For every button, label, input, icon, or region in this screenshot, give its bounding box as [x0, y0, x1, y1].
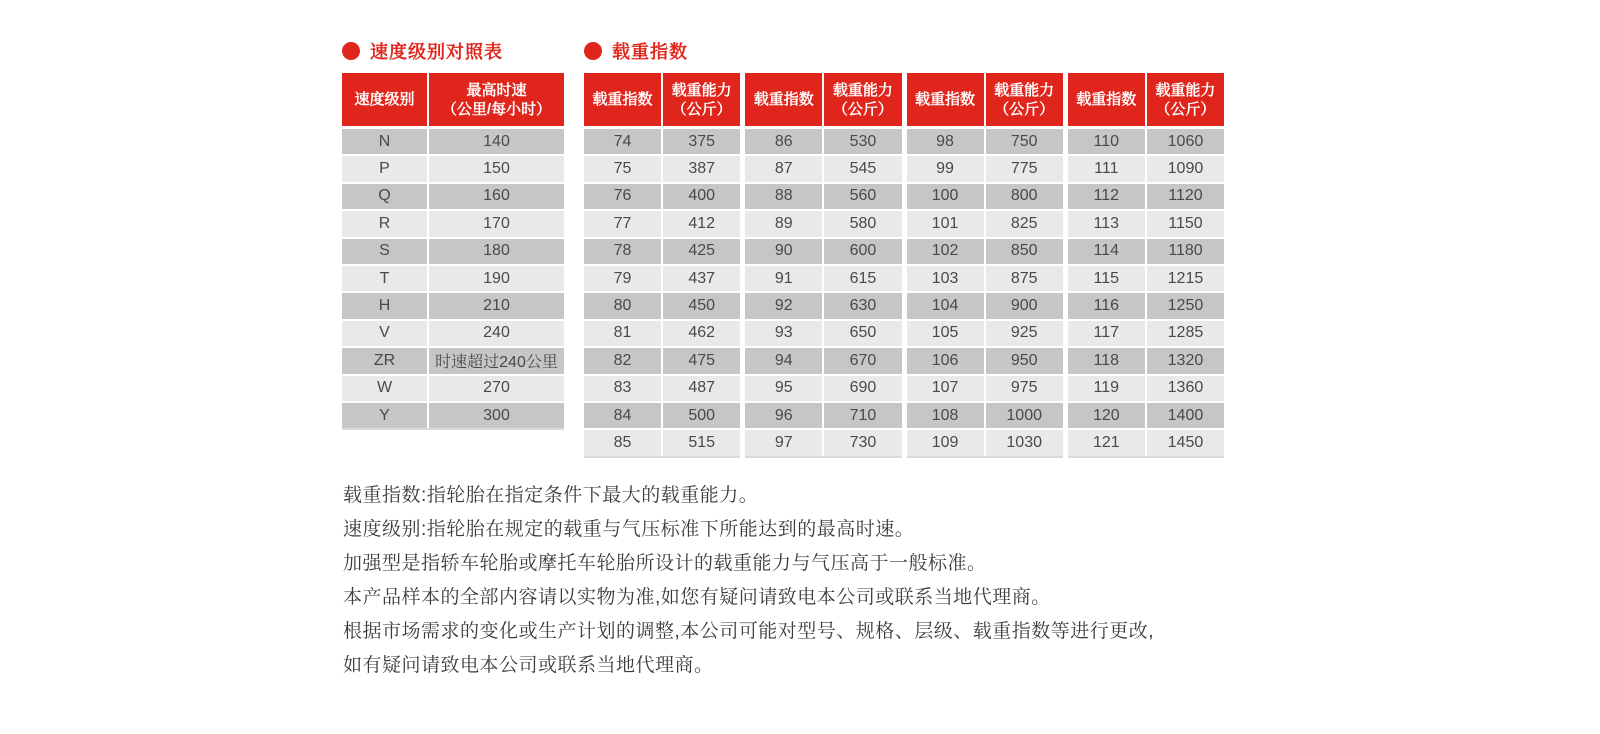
- table-row: [1068, 403, 1224, 428]
- load-index-header: [745, 73, 822, 126]
- table-row: [342, 321, 564, 346]
- table-row: [907, 376, 1063, 401]
- speed-level-cell: T: [342, 266, 427, 291]
- load-index-cell: 82: [584, 348, 661, 373]
- table-row: [584, 239, 740, 264]
- header-label: 速度级别: [354, 91, 415, 108]
- speed-level-cell: Y: [342, 403, 427, 428]
- load-capacity-cell: 1215: [1147, 266, 1224, 291]
- load-index-cell: 79: [584, 266, 661, 291]
- load-capacity-cell: 425: [663, 239, 740, 264]
- max-speed-cell: 150: [429, 156, 564, 181]
- load-capacity-cell: 775: [986, 156, 1063, 181]
- load-table-group-3: [907, 73, 1063, 458]
- load-capacity-cell: 462: [663, 321, 740, 346]
- load-capacity-cell: 690: [824, 376, 901, 401]
- load-index-cell: 115: [1068, 266, 1145, 291]
- load-index-cell: 80: [584, 293, 661, 318]
- table-row: [745, 239, 901, 264]
- table-row: [342, 403, 564, 428]
- load-table-body: [584, 126, 740, 458]
- table-row: [907, 184, 1063, 209]
- load-capacity-cell: 600: [824, 239, 901, 264]
- header-label: （公斤）: [1155, 100, 1216, 118]
- table-row: [584, 211, 740, 236]
- load-index-cell: 100: [907, 184, 984, 209]
- table-row: [1068, 239, 1224, 264]
- load-capacity-cell: 630: [824, 293, 901, 318]
- header-label: 载重能力: [1155, 81, 1216, 99]
- table-row: [342, 156, 564, 181]
- load-index-cell: 83: [584, 376, 661, 401]
- table-row: [584, 129, 740, 154]
- load-index-cell: 121: [1068, 430, 1145, 455]
- load-index-cell: 88: [745, 184, 822, 209]
- load-capacity-cell: 850: [986, 239, 1063, 264]
- load-index-cell: 104: [907, 293, 984, 318]
- header-label: 载重指数: [753, 91, 814, 108]
- load-capacity-cell: 1060: [1147, 129, 1224, 154]
- speed-level-cell: P: [342, 156, 427, 181]
- load-capacity-cell: 875: [986, 266, 1063, 291]
- speed-table-header-level: [342, 73, 427, 126]
- header-label: 载重指数: [1076, 91, 1137, 108]
- table-row: [745, 184, 901, 209]
- table-row: [584, 266, 740, 291]
- table-row: [1068, 211, 1224, 236]
- speed-level-cell: W: [342, 376, 427, 401]
- load-capacity-cell: 1400: [1147, 403, 1224, 428]
- speed-level-cell: V: [342, 321, 427, 346]
- max-speed-cell: 170: [429, 211, 564, 236]
- table-row: [342, 211, 564, 236]
- load-capacity-cell: 500: [663, 403, 740, 428]
- load-index-cell: 110: [1068, 129, 1145, 154]
- load-index-cell: 97: [745, 430, 822, 455]
- load-index-header: [584, 73, 661, 126]
- max-speed-cell: 240: [429, 321, 564, 346]
- load-capacity-cell: 1090: [1147, 156, 1224, 181]
- load-capacity-header: [824, 73, 901, 126]
- load-capacity-cell: 375: [663, 129, 740, 154]
- load-capacity-cell: 670: [824, 348, 901, 373]
- table-row: [584, 348, 740, 373]
- header-label: 载重能力: [832, 81, 893, 99]
- speed-table-title: 速度级别对照表: [370, 42, 503, 62]
- header-label: 载重指数: [915, 91, 976, 108]
- load-index-header: [907, 73, 984, 126]
- load-capacity-cell: 615: [824, 266, 901, 291]
- load-index-cell: 108: [907, 403, 984, 428]
- load-capacity-cell: 515: [663, 430, 740, 455]
- table-row: [584, 184, 740, 209]
- load-capacity-cell: 1320: [1147, 348, 1224, 373]
- speed-level-cell: Q: [342, 184, 427, 209]
- load-table-title-row: [584, 40, 1224, 62]
- load-index-cell: 81: [584, 321, 661, 346]
- table-row: [584, 321, 740, 346]
- load-capacity-cell: 900: [986, 293, 1063, 318]
- note-line: 本产品样本的全部内容请以实物为准,如您有疑问请致电本公司或联系当地代理商。: [343, 587, 1051, 608]
- load-capacity-header: [1147, 73, 1224, 126]
- table-row: [584, 293, 740, 318]
- table-row: [907, 321, 1063, 346]
- note-line: 根据市场需求的变化或生产计划的调整,本公司可能对型号、规格、层级、载重指数等进行更改,: [343, 621, 1155, 642]
- max-speed-cell: 时速超过240公里: [429, 348, 564, 373]
- load-capacity-cell: 1120: [1147, 184, 1224, 209]
- table-row: [907, 403, 1063, 428]
- table-row: [1068, 321, 1224, 346]
- table-row: [342, 266, 564, 291]
- header-label: 载重能力: [671, 81, 732, 99]
- load-table-groups: [584, 73, 1224, 458]
- load-index-cell: 74: [584, 129, 661, 154]
- load-capacity-cell: 487: [663, 376, 740, 401]
- load-index-cell: 95: [745, 376, 822, 401]
- load-capacity-cell: 710: [824, 403, 901, 428]
- table-row: [1068, 156, 1224, 181]
- max-speed-cell: 300: [429, 403, 564, 428]
- table-row: [907, 156, 1063, 181]
- header-label: （公里/每小时）: [441, 100, 552, 118]
- load-capacity-cell: 950: [986, 348, 1063, 373]
- table-row: [745, 266, 901, 291]
- load-capacity-header: [663, 73, 740, 126]
- table-row: [342, 293, 564, 318]
- load-capacity-cell: 580: [824, 211, 901, 236]
- load-capacity-cell: 730: [824, 430, 901, 455]
- table-row: [745, 129, 901, 154]
- load-capacity-cell: 450: [663, 293, 740, 318]
- load-index-cell: 75: [584, 156, 661, 181]
- load-capacity-cell: 475: [663, 348, 740, 373]
- load-index-cell: 103: [907, 266, 984, 291]
- table-row: [342, 184, 564, 209]
- load-index-cell: 90: [745, 239, 822, 264]
- speed-table-header: [342, 73, 564, 126]
- speed-table-section: [342, 40, 564, 430]
- load-table-body: [1068, 126, 1224, 458]
- table-row: [907, 348, 1063, 373]
- note-line: 速度级别:指轮胎在规定的载重与气压标准下所能达到的最高时速。: [343, 519, 915, 540]
- load-index-cell: 86: [745, 129, 822, 154]
- load-index-cell: 96: [745, 403, 822, 428]
- load-capacity-cell: 560: [824, 184, 901, 209]
- load-index-cell: 107: [907, 376, 984, 401]
- table-row: [907, 129, 1063, 154]
- max-speed-cell: 180: [429, 239, 564, 264]
- load-index-cell: 117: [1068, 321, 1145, 346]
- load-index-cell: 99: [907, 156, 984, 181]
- speed-level-cell: N: [342, 129, 427, 154]
- speed-level-cell: ZR: [342, 348, 427, 373]
- table-row: [1068, 266, 1224, 291]
- load-capacity-cell: 530: [824, 129, 901, 154]
- max-speed-cell: 160: [429, 184, 564, 209]
- header-label: 载重能力: [994, 81, 1055, 99]
- load-index-cell: 113: [1068, 211, 1145, 236]
- table-row: [745, 156, 901, 181]
- note-line: 载重指数:指轮胎在指定条件下最大的载重能力。: [343, 485, 759, 506]
- load-index-cell: 89: [745, 211, 822, 236]
- load-table-body: [745, 126, 901, 458]
- load-index-header: [1068, 73, 1145, 126]
- load-capacity-cell: 825: [986, 211, 1063, 236]
- speed-level-cell: S: [342, 239, 427, 264]
- load-index-cell: 92: [745, 293, 822, 318]
- table-row: [1068, 293, 1224, 318]
- red-circle-icon: [584, 42, 602, 60]
- load-table-header: [1068, 73, 1224, 126]
- load-capacity-cell: 545: [824, 156, 901, 181]
- max-speed-cell: 210: [429, 293, 564, 318]
- table-row: [745, 348, 901, 373]
- load-table-header: [907, 73, 1063, 126]
- table-row: [584, 430, 740, 455]
- load-index-cell: 106: [907, 348, 984, 373]
- table-row: [584, 156, 740, 181]
- load-capacity-cell: 1180: [1147, 239, 1224, 264]
- load-index-cell: 91: [745, 266, 822, 291]
- load-index-cell: 101: [907, 211, 984, 236]
- table-row: [907, 293, 1063, 318]
- table-row: [1068, 129, 1224, 154]
- header-label: （公斤）: [832, 100, 893, 118]
- table-row: [342, 129, 564, 154]
- load-index-cell: 84: [584, 403, 661, 428]
- header-label: 最高时速: [466, 81, 527, 99]
- table-row: [1068, 348, 1224, 373]
- header-label: （公斤）: [671, 100, 732, 118]
- load-index-cell: 109: [907, 430, 984, 455]
- load-index-cell: 105: [907, 321, 984, 346]
- load-capacity-cell: 925: [986, 321, 1063, 346]
- header-label: 载重指数: [592, 91, 653, 108]
- table-row: [584, 403, 740, 428]
- load-capacity-cell: 400: [663, 184, 740, 209]
- load-index-cell: 78: [584, 239, 661, 264]
- table-row: [1068, 430, 1224, 455]
- load-capacity-cell: 1150: [1147, 211, 1224, 236]
- table-row: [342, 348, 564, 373]
- table-row: [907, 239, 1063, 264]
- table-row: [1068, 184, 1224, 209]
- load-table-title: 载重指数: [612, 42, 688, 62]
- table-row: [342, 239, 564, 264]
- speed-table-body: [342, 126, 564, 430]
- notes: [343, 479, 1154, 683]
- load-index-cell: 93: [745, 321, 822, 346]
- load-index-cell: 116: [1068, 293, 1145, 318]
- speed-table-header-maxspeed: [429, 73, 564, 126]
- load-index-cell: 114: [1068, 239, 1145, 264]
- load-index-cell: 102: [907, 239, 984, 264]
- load-index-cell: 112: [1068, 184, 1145, 209]
- table-row: [745, 211, 901, 236]
- load-index-cell: 94: [745, 348, 822, 373]
- load-capacity-header: [986, 73, 1063, 126]
- max-speed-cell: 270: [429, 376, 564, 401]
- load-capacity-cell: 800: [986, 184, 1063, 209]
- table-row: [907, 266, 1063, 291]
- load-index-cell: 98: [907, 129, 984, 154]
- max-speed-cell: 140: [429, 129, 564, 154]
- load-index-cell: 77: [584, 211, 661, 236]
- table-row: [745, 321, 901, 346]
- table-row: [907, 211, 1063, 236]
- load-capacity-cell: 750: [986, 129, 1063, 154]
- load-table-section: [584, 40, 1224, 458]
- load-capacity-cell: 387: [663, 156, 740, 181]
- load-index-cell: 120: [1068, 403, 1145, 428]
- speed-level-cell: H: [342, 293, 427, 318]
- table-row: [745, 430, 901, 455]
- load-index-cell: 76: [584, 184, 661, 209]
- load-capacity-cell: 975: [986, 376, 1063, 401]
- load-index-cell: 85: [584, 430, 661, 455]
- load-index-cell: 119: [1068, 376, 1145, 401]
- load-capacity-cell: 437: [663, 266, 740, 291]
- load-table-group-2: [745, 73, 901, 458]
- header-label: （公斤）: [994, 100, 1055, 118]
- load-capacity-cell: 650: [824, 321, 901, 346]
- load-table-header: [584, 73, 740, 126]
- load-capacity-cell: 1000: [986, 403, 1063, 428]
- speed-table-title-row: [342, 40, 564, 62]
- table-row: [745, 293, 901, 318]
- speed-level-cell: R: [342, 211, 427, 236]
- load-index-cell: 118: [1068, 348, 1145, 373]
- load-capacity-cell: 1360: [1147, 376, 1224, 401]
- note-line: 如有疑问请致电本公司或联系当地代理商。: [343, 655, 714, 676]
- table-row: [1068, 376, 1224, 401]
- load-capacity-cell: 1285: [1147, 321, 1224, 346]
- load-table-group-4: [1068, 73, 1224, 458]
- note-line: 加强型是指轿车轮胎或摩托车轮胎所设计的载重能力与气压高于一般标准。: [343, 553, 987, 574]
- table-row: [745, 376, 901, 401]
- load-capacity-cell: 412: [663, 211, 740, 236]
- red-circle-icon: [342, 42, 360, 60]
- load-capacity-cell: 1250: [1147, 293, 1224, 318]
- load-table-header: [745, 73, 901, 126]
- load-capacity-cell: 1030: [986, 430, 1063, 455]
- load-table-group-1: [584, 73, 740, 458]
- load-capacity-cell: 1450: [1147, 430, 1224, 455]
- table-row: [342, 376, 564, 401]
- max-speed-cell: 190: [429, 266, 564, 291]
- load-table-body: [907, 126, 1063, 458]
- load-index-cell: 87: [745, 156, 822, 181]
- table-row: [584, 376, 740, 401]
- table-row: [907, 430, 1063, 455]
- load-index-cell: 111: [1068, 156, 1145, 181]
- table-row: [745, 403, 901, 428]
